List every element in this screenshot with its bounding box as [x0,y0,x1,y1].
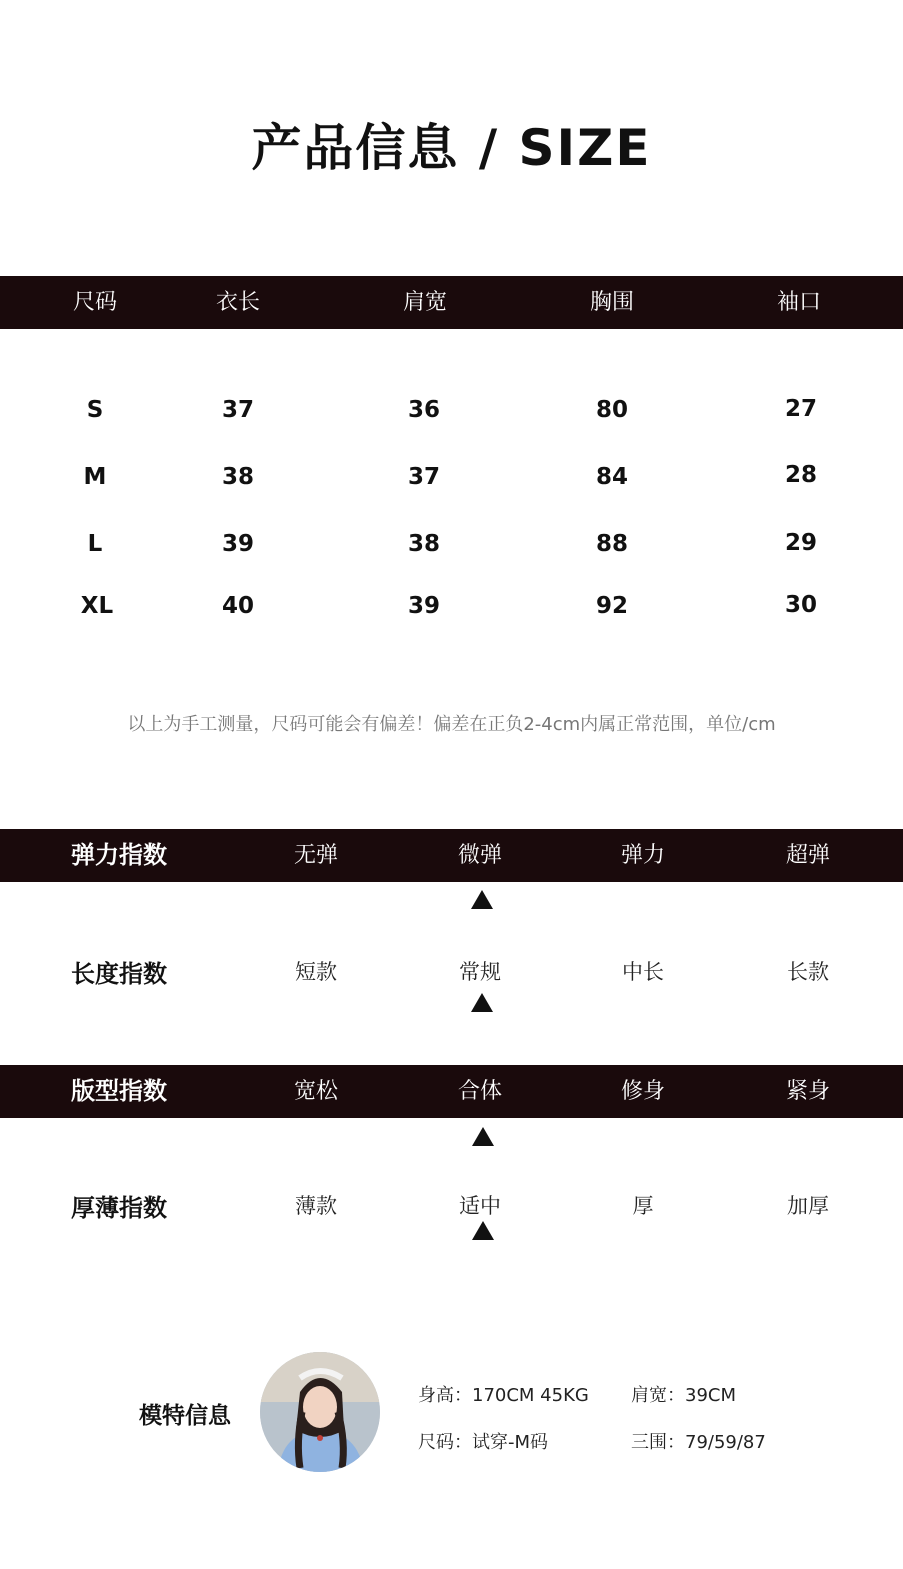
length-option: 中长 [622,960,664,984]
cell-cuff: 27 [784,396,818,422]
length-option: 长款 [787,960,829,984]
thickness-label: 厚薄指数 [71,1194,167,1222]
cell-length: 37 [221,397,255,423]
cell-size: S [86,397,104,423]
model-size: 尺码：试穿-M码 [418,1432,549,1453]
model-shoulder: 肩宽：39CM [631,1385,737,1406]
size-table-header [0,276,903,329]
fit-option: 宽松 [293,1079,339,1104]
length-label: 长度指数 [71,960,167,988]
cell-shoulder: 36 [407,397,441,423]
model-avatar [260,1352,380,1472]
cell-size: XL [80,593,114,619]
length-option: 短款 [295,960,337,984]
fit-index-bar [0,1065,903,1118]
thickness-marker-icon [472,1221,494,1240]
header-size: 尺码 [72,290,118,315]
length-option: 常规 [459,960,501,984]
fit-label: 版型指数 [71,1077,167,1105]
thickness-option: 适中 [459,1194,501,1218]
model-measurements: 三围：79/59/87 [631,1432,766,1453]
thickness-option: 厚 [632,1194,654,1218]
cell-length: 38 [221,464,255,490]
header-cuff: 袖口 [776,290,822,315]
elasticity-option: 无弹 [293,843,339,868]
cell-chest: 80 [595,397,629,423]
measurement-note: 以上为手工测量，尺码可能会有偏差！偏差在正负2-4cm内属正常范围，单位/cm [127,714,776,735]
cell-chest: 84 [595,464,629,490]
fit-marker-icon [472,1127,494,1146]
cell-size: M [83,464,107,490]
model-info-label: 模特信息 [139,1403,231,1429]
cell-shoulder: 38 [407,531,441,557]
cell-shoulder: 39 [407,593,441,619]
fit-option: 紧身 [785,1079,831,1104]
header-shoulder: 肩宽 [402,290,448,315]
elasticity-marker-icon [471,890,493,909]
thickness-option: 薄款 [295,1194,337,1218]
cell-chest: 92 [595,593,629,619]
page-title: 产品信息 / SIZE [251,119,652,177]
cell-length: 39 [221,531,255,557]
model-photo-icon [260,1352,380,1472]
elasticity-label: 弹力指数 [71,841,167,869]
header-chest: 胸围 [589,290,635,315]
length-marker-icon [471,993,493,1012]
elasticity-index-bar [0,829,903,882]
fit-option: 修身 [620,1079,666,1104]
elasticity-option: 微弹 [457,843,503,868]
cell-size: L [87,531,103,557]
elasticity-option: 超弹 [785,843,831,868]
cell-length: 40 [221,593,255,619]
cell-shoulder: 37 [407,464,441,490]
cell-chest: 88 [595,531,629,557]
cell-cuff: 29 [784,530,818,556]
model-height-weight: 身高：170CM 45KG [418,1385,589,1406]
fit-option: 合体 [457,1079,503,1104]
thickness-option: 加厚 [787,1194,829,1218]
elasticity-option: 弹力 [620,843,666,868]
cell-cuff: 30 [784,592,818,618]
header-length: 衣长 [215,290,261,315]
cell-cuff: 28 [784,462,818,488]
